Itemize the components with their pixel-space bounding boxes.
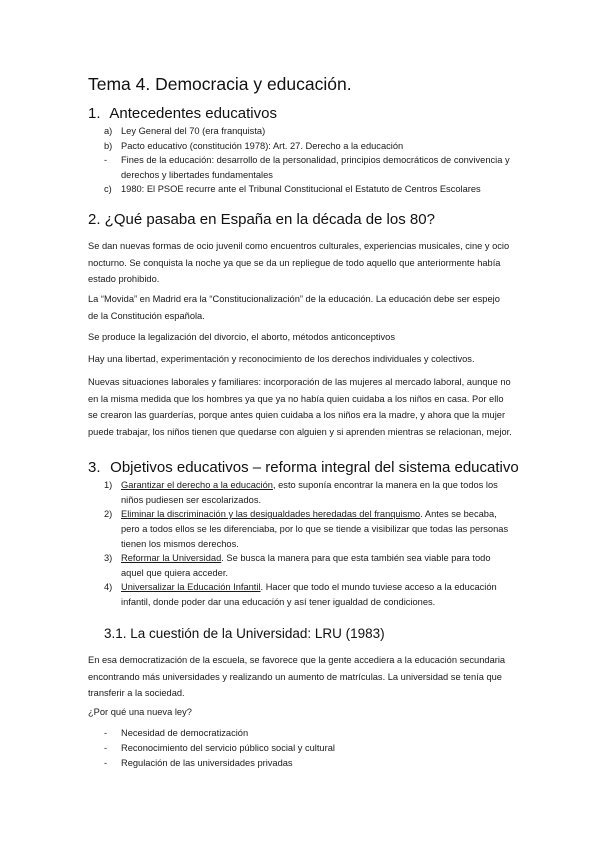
list-item (104, 551, 514, 581)
document-title: Tema 4. Democracia y educación. (88, 74, 352, 94)
list-item-text: . Se busca la manera para que esta también sea viable para todo aquel que quiera acceder. (121, 553, 491, 578)
paragraph: En esa democratización de la escuela, se favorece que la gente accediera a la educación secundaria encontrando más universidades y realizando un aumento de matrículas. La universidad se tenía que transferir a la sociedad. (88, 655, 506, 699)
list-marker: - (104, 758, 108, 768)
section-3-heading (88, 459, 519, 476)
paragraph: La “Movida” en Madrid era la “Constitucionalización” de la educación. La educación debe ser espejo de la Constitución española. (88, 294, 500, 321)
list-item (104, 153, 514, 183)
list-marker: - (104, 155, 108, 165)
list-marker: - (104, 728, 108, 738)
list-item-body (121, 551, 514, 581)
list-item (104, 507, 514, 552)
list-marker: b) (104, 141, 113, 151)
list-marker: 1) (104, 480, 113, 490)
list-item-text: 1980: El PSOE recurre ante el Tribunal Constitucional el Estatuto de Centros Escolares (121, 184, 481, 194)
list-item-text: Ley General del 70 (era franquista) (121, 126, 266, 136)
subsection-3-1-heading: 3.1. La cuestión de la Universidad: LRU (1983) (104, 626, 385, 641)
list-item (104, 580, 514, 610)
list-marker: c) (104, 184, 112, 194)
list-item-body (121, 507, 514, 552)
list-item-body (121, 478, 514, 508)
list-item (104, 478, 514, 508)
key-phrase: Universalizar la Educación Infantil (121, 582, 261, 592)
list-item-text: Fines de la educación: desarrollo de la personalidad, principios democráticos de convivencia y derechos y libertades fundamentales (121, 155, 510, 180)
paragraph: Hay una libertad, experimentación y reconocimiento de los derechos individuales y colectivos. (88, 354, 475, 364)
list-marker: 4) (104, 582, 113, 592)
list-marker: 3) (104, 553, 113, 563)
paragraph: Nuevas situaciones laborales y familiares: incorporación de las mujeres al mercado laboral, aunque no en la misma medida que los hombres ya que ya no había quien cuidaba a los niños en casa. Por ello se crearon las guarderías, porque antes quien cuidaba a los niños era la madre, y ahora que la mujer puede trabajar, los niños tienen que quedarse con alguien y si aprenden mientras se relacionan, mejor. (88, 377, 512, 437)
list-item-text: , esto suponía encontrar la manera en la que todos los niños pudiesen ser escolarizados. (121, 480, 498, 505)
list-item-text: . Antes se becaba, pero a todos ellos se les diferenciaba, por lo que se tiende a visibilizar que todas las personas tienen los mismos derechos. (121, 509, 509, 549)
list-item (104, 741, 514, 756)
section-3-title: Objetivos educativos – reforma integral del sistema educativo (110, 459, 519, 476)
list-item-text: Reconocimiento del servicio público social y cultural (121, 743, 335, 753)
question-line: ¿Por qué una nueva ley? (88, 707, 192, 717)
section-2-heading: 2. ¿Qué pasaba en España en la década de los 80? (88, 211, 435, 228)
list-item-text: . Hacer que todo el mundo tuviese acceso a la educación infantil, donde poder dar una educación y así tener igualdad de condiciones. (121, 582, 497, 607)
list-item (104, 124, 514, 139)
list-marker: - (104, 743, 108, 753)
list-item-body (121, 580, 514, 610)
section-3-number: 3. (88, 459, 101, 476)
section-1-number: 1. (88, 105, 101, 122)
list-item (104, 756, 514, 771)
key-phrase: Eliminar la discriminación y las desigualdades heredadas del franquismo (121, 509, 421, 519)
list-marker: 2) (104, 509, 113, 519)
list-marker: a) (104, 126, 113, 136)
key-phrase: Garantizar el derecho a la educación (121, 480, 273, 490)
paragraph: Se dan nuevas formas de ocio juvenil como encuentros culturales, experiencias musicales, cine y ocio nocturno. Se conquista la noche ya que se da un repliegue de todo aquello que anteriormente había estado prohibido. (88, 241, 510, 285)
list-item-text: Necesidad de democratización (121, 728, 249, 738)
list-item (104, 139, 514, 154)
key-phrase: Reformar la Universidad (121, 553, 222, 563)
list-item (104, 726, 514, 741)
section-1-title: Antecedentes educativos (109, 105, 277, 122)
list-item-text: Pacto educativo (constitución 1978): Art. 27. Derecho a la educación (121, 141, 404, 151)
list-item (104, 182, 514, 197)
section-1-heading (88, 105, 277, 122)
paragraph: Se produce la legalización del divorcio, el aborto, métodos anticonceptivos (88, 332, 395, 342)
list-item-text: Regulación de las universidades privadas (121, 758, 293, 768)
